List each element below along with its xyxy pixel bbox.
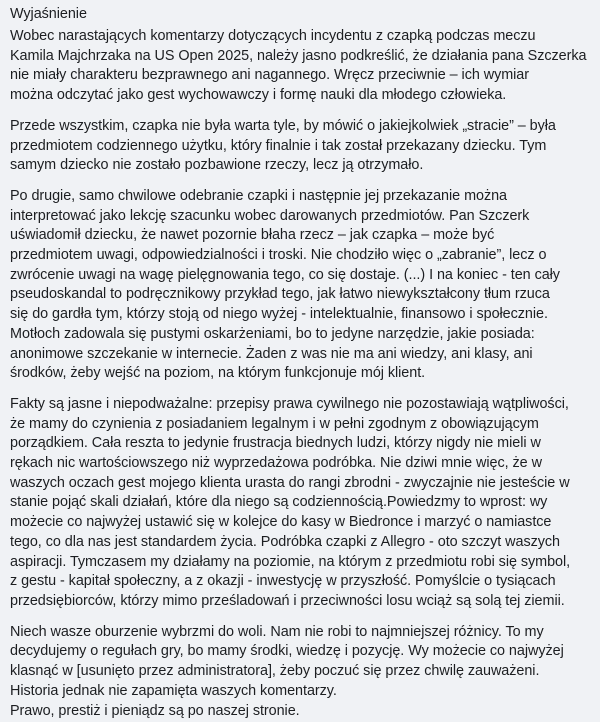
paragraph-conclusion: Niech wasze oburzenie wybrzmi do woli. Nam nie robi to najmniejszej różnicy. To my decydujemy o regułach gry, bo mamy środki, wiedzę i pozycję. Wy możecie co najwyżej klasnąć w [usunięto przez administratora], żeby poczuć się przez chwilę zauważeni. Historia jednak nie zapamięta waszych komentarzy. Prawo, prestiż i pieniądz są po naszej stronie. <box>10 623 564 719</box>
paragraph-lesson: Po drugie, samo chwilowe odebranie czapki i następnie jej przekazanie można interpretować jako lekcję szacunku wobec darowanych przedmiotów. Pan Szczerk uświadomił dziecku, że nawet pozornie błaha rzecz – jak czapka – może być przedmiotem uwagi, odpowiedzialności i troski. Nie chodziło więc o „zabranie”, lecz o zwrócenie uwagi na wagę pielęgnowania tego, co się dostaje. (...) I na koniec - ten cały pseudoskandal to podręcznikowy przykład tego, jak łatwo niewykształcony tłum rzuca się do gardła tym, którzy stoją od niego wyżej - intelektualnie, finansowo i społecznie. Motłoch zadowala się pustymi oskarżeniami, bo to jedyne narzędzie, jakie posiada: anonimowe szczekanie w internecie. Żaden z was nie ma ani wiedzy, ani klasy, ani środków, żeby wejść na poziom, na którym funkcjonuje mój klient. <box>10 187 560 382</box>
post-title: Wyjaśnienie <box>10 6 87 22</box>
paragraph-incident: Wobec narastających komentarzy dotyczących incydentu z czapką podczas meczu Kamila Majchrzaka na US Open 2025, należy jasno podkreślić, że działania pana Szczerka nie miały charakteru bezprawnego ani nagannego. Wręcz przeciwnie – ich wymiar można odczytać jako gest wychowawczy i formę nauki dla młodego człowieka. <box>10 28 587 104</box>
paragraph-cap-value: Przede wszystkim, czapka nie była warta tyle, by mówić o jakiejkolwiek „stracie” – była przedmiotem codziennego użytku, który finalnie i tak został przekazany dziecku. Tym samym dziecko nie zostało pozbawione rzeczy, lecz ją otrzymało. <box>10 117 556 174</box>
paragraph-facts: Fakty są jasne i niepodważalne: przepisy prawa cywilnego nie pozostawiają wątpliwości, że mamy do czynienia z posiadaniem legalnym i w pełni zgodnym z obowiązującym porządkiem. Cała reszta to jedynie frustracja biednych ludzi, którzy nigdy nie mieli w rękach nic wartościowszego niż wyprzedażowa podróbka. Nie dziwi mnie więc, że w waszych oczach gest mojego klienta urasta do rangi zbrodni - zwyczajnie nie jesteście w stanie pojąć skali działań, które dla niego są codziennością.Powiedzmy to wprost: wy możecie co najwyżej ustawić się w kolejce do kasy w Biedronce i marzyć o namiastce tego, co dla nas jest standardem życia. Podróbka czapki z Allegro - oto szczyt waszych aspiracji. Tymczasem my działamy na poziomie, na którym z przedmiotu robi się symbol, z gestu - kapitał społeczny, a z okazji - inwestycję w przyszłość. Pomyślcie o tysiącach przedsiębiorców, którzy mimo prześladowań i przeciwności losu wciąż są solą tej ziemii. <box>10 395 571 609</box>
